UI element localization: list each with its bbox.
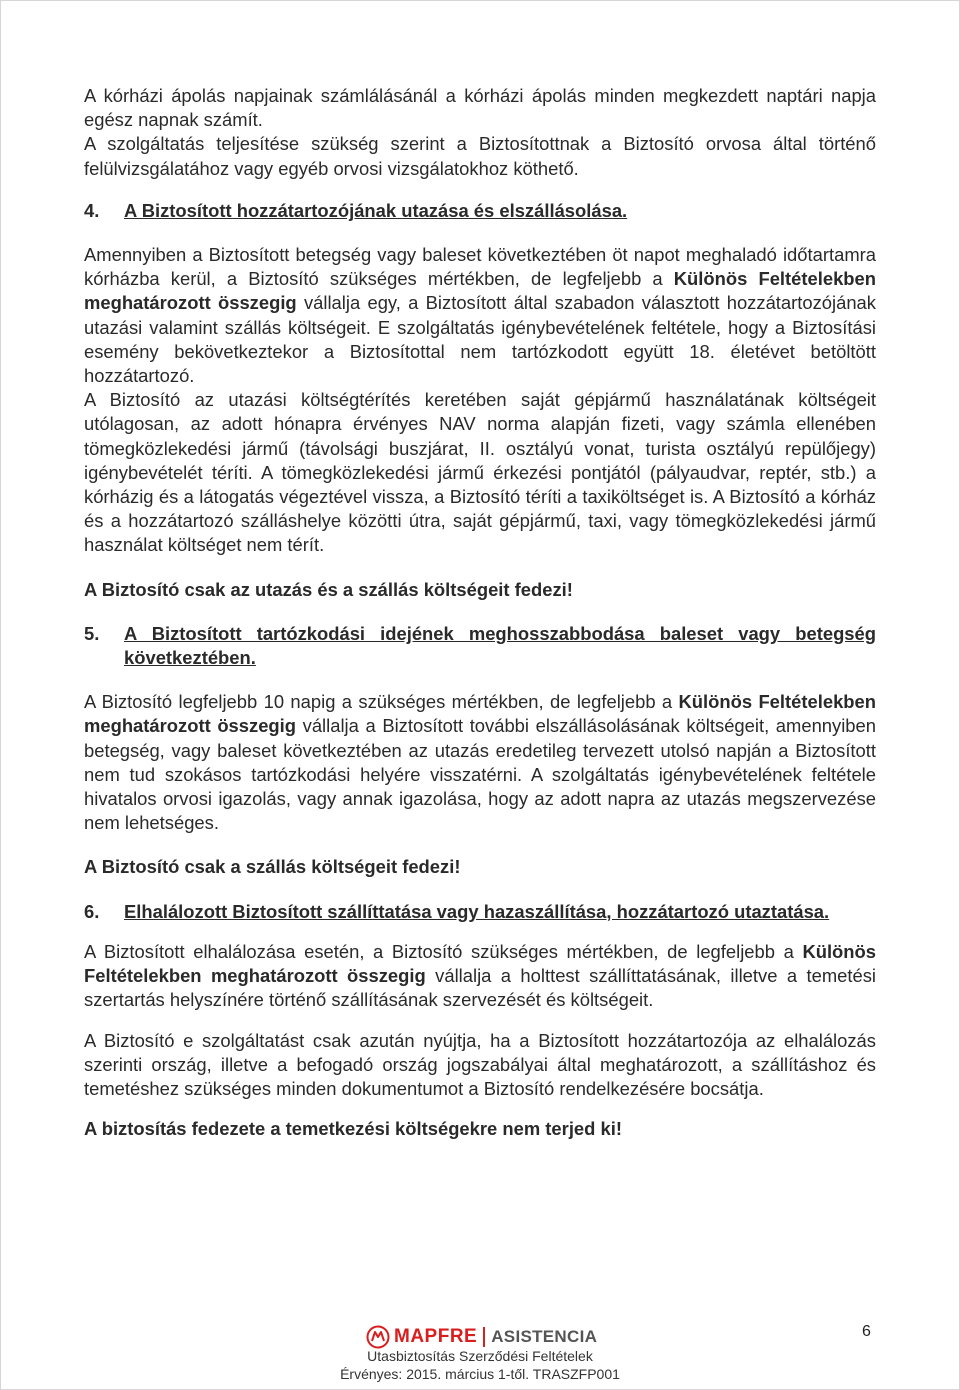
section-6-title: Elhalálozott Biztosított szállíttatása vagy hazaszállítása, hozzátartozó utaztatása.: [124, 900, 830, 922]
footer-document-title: Utasbiztosítás Szerződési Feltételek: [367, 1348, 593, 1364]
section-5-paragraph-1: [84, 690, 876, 835]
section-6-paragraph-2: A Biztosító e szolgáltatást csak azután nyújtja, ha a Biztosított hozzátartozója az elhalálozás szerinti ország, illetve a befogadó ország jogszabályai által meghatározott, a szállításhoz és temetéshez szükséges minden dokumentumot a Biztosító rendelkezésére bocsátja.: [84, 1029, 876, 1099]
section-6-paragraph-1: [84, 940, 876, 1013]
s5-p1-bold: Különös Feltételekben meghatározott összegig: [84, 691, 876, 737]
section-4-number: 4.: [84, 199, 100, 221]
logo-subbrand: ASISTENCIA: [491, 1327, 598, 1346]
section-4-paragraph-1: [84, 243, 876, 388]
page-footer: [0, 1322, 960, 1382]
section-5-title: A Biztosított tartózkodási idejének meghosszabbodása baleset vagy betegség következtében.: [124, 622, 876, 669]
section-5-heading: [84, 622, 876, 670]
s4-p1-text-c: vállalja egy, a Biztosított által szabadon választott hozzátartozójának utazási valamint szállás költségeit. E szolgáltatás igénybevételének feltétele, hogy a Biztosítási esemény bekövetkeztekor a Biztosítottal nem tartózkodott együtt 18. életévet betöltött hozzátartozó.: [84, 292, 876, 387]
s4-p1-bold: Különös Feltételekben meghatározott összegig: [84, 268, 876, 314]
section-4-heading: [84, 199, 876, 223]
s6-p1-bold: Különös Feltételekben meghatározott összegig: [84, 940, 876, 987]
section-5-note: A Biztosító csak a szállás költségeit fedezi!: [84, 856, 461, 878]
mapfre-emblem-icon: [366, 1325, 390, 1349]
page-number: 6: [862, 1323, 871, 1340]
section-5-number: 5.: [84, 622, 100, 644]
paragraph-medical-review: A szolgáltatás teljesítése szükség szerint a Biztosítottnak a Biztosító orvosa által történő felülvizsgálatához vagy egyéb orvosi vizsgálatokhoz köthető.: [84, 133, 876, 179]
s5-p1-text-c: vállalja a Biztosított további elszállásolásának költségeit, amennyiben betegség, vagy baleset következtében az utazás eredetileg tervezett utolsó napján a Biztosított nem tud szokásos tartózkodási helyére visszatérni. A szolgáltatás igénybevételének feltétele hivatalos orvosi igazolás, vagy annak igazolása, hogy az adott napra az utazás megszervezése nem lehetséges.: [84, 715, 876, 834]
s5-p1-text-a: A Biztosító legfeljebb 10 napig a szükséges mértékben, de legfeljebb a: [84, 691, 679, 713]
section-4-title: A Biztosított hozzátartozójának utazása és elszállásolása.: [124, 199, 628, 221]
logo-divider: [483, 1327, 485, 1347]
section-4-paragraph-2: A Biztosító az utazási költségtérítés keretében saját gépjármű használatának költségeit utólagosan, az adott hónapra érvényes NAV norma alapján fizeti, vagy számla ellenében tömegközlekedési jármű (távolsági buszjárat, II. osztályú vonat, turista osztályú repülőjegy) igénybevételét téríti. A tömegközlekedési jármű érkezési pontjától (pályaudvar, reptér, stb.) a kórházig és a látogatás végeztével vissza, a Biztosító téríti a taxiköltséget is. A Biztosító a kórház és a hozzátartozó szálláshelye közötti útra, saját gépjármű, taxi, vagy tömegközlekedési jármű használat költséget nem térít.: [84, 389, 876, 556]
s6-p1-text-c: vállalja a holttest szállíttatásának, illetve a temetési szertartás helyszínére történő szállításának szervezését és költségeit.: [84, 965, 876, 1011]
s6-p1-text-a: A Biztosított elhalálozása esetén, a Biztosító szükséges mértékben, de legfeljebb a: [84, 940, 803, 962]
document-body: [84, 84, 876, 1141]
mapfre-asistencia-logo: [366, 1324, 597, 1350]
section-6-heading: [84, 900, 876, 924]
s4-p1-text-a: Amennyiben a Biztosított betegség vagy baleset következtében öt napot meghaladó időtartamra kórházba kerül, a Biztosító szükséges mértékben, de legfeljebb a: [84, 244, 876, 290]
footer-validity: Érvényes: 2015. március 1-től. TRASZFP001: [340, 1366, 620, 1382]
section-6-number: 6.: [84, 900, 100, 922]
logo-wordmark: MAPFRE: [394, 1326, 478, 1347]
section-6-note: A biztosítás fedezete a temetkezési költségekre nem terjed ki!: [84, 1118, 622, 1140]
paragraph-hospital-days: A kórházi ápolás napjainak számlálásánál a kórházi ápolás minden megkezdett naptári napja egész napnak számít.: [84, 85, 876, 131]
section-4-note: A Biztosító csak az utazás és a szállás költségeit fedezi!: [84, 578, 573, 600]
